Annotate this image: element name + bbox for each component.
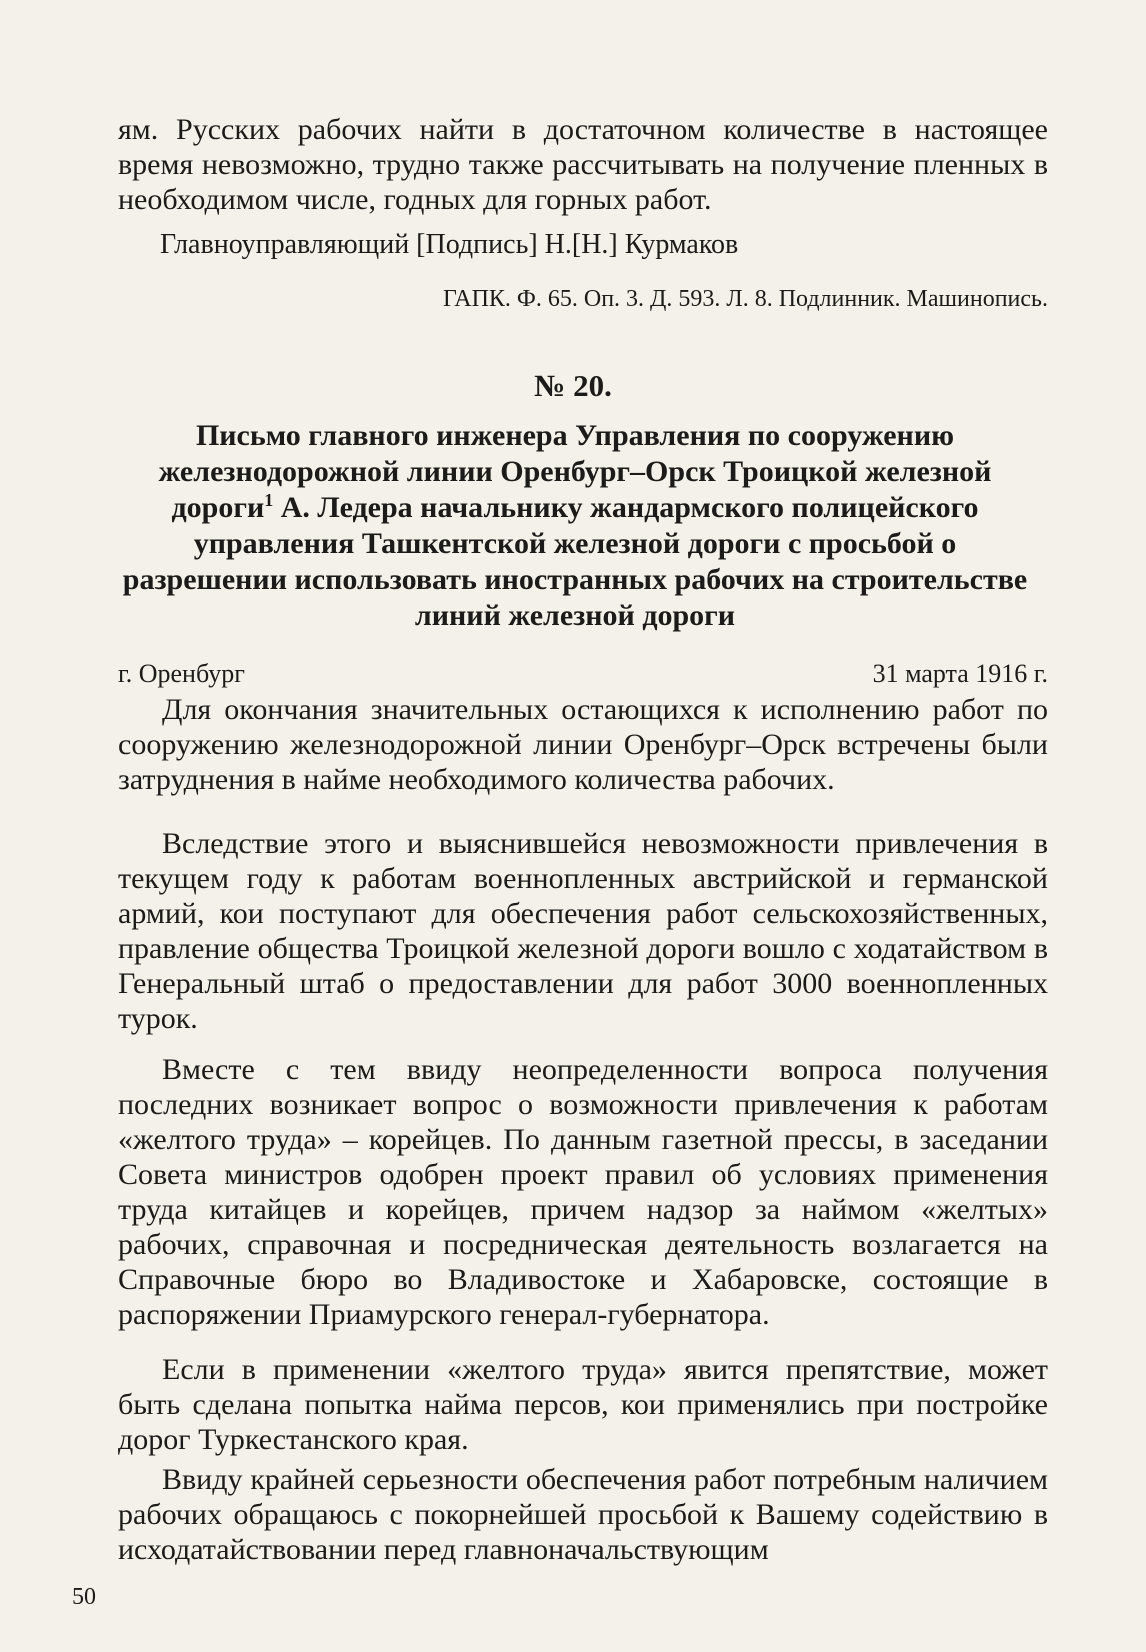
document-number: № 20. <box>534 368 612 403</box>
title-footnote-mark: 1 <box>264 490 274 510</box>
place-of-writing: г. Оренбург <box>118 659 245 688</box>
title-part-1: Письмо главного инженера Управления по сооружению железнодорожной линии Оренбург–Орск Троицкой железной дороги <box>158 419 992 524</box>
signature-line: Главноуправляющий [Подпись] Н.[Н.] Курмаков <box>160 229 739 260</box>
body-paragraph-1: Для окончания значительных остающихся к исполнению работ по сооружению железнодорожной линии Оренбург–Орск встречены были затруднения в найме необходимого количества рабочих. <box>118 693 1048 796</box>
body-paragraph-3: Вместе с тем ввиду неопределенности вопроса получения последних возникает вопрос о возможности привлечения к работам «желтого труда» – корейцев. По данным газетной прессы, в заседании Совета министров одобрен проект правил об условиях применения труда китайцев и корейцев, причем надзор за наймом «желтых» рабочих, справочная и посредническая деятельность возлагается на Справочные бюро во Владивостоке и Хабаровске, состоящие в распоряжении Приамурского генерал-губернатора. <box>118 1053 1048 1331</box>
page-number: 50 <box>72 1584 96 1610</box>
document-title <box>110 418 1040 634</box>
body-paragraph-5: Ввиду крайней серьезности обеспечения работ потребным наличием рабочих обращаюсь с покорнейшей просьбой к Вашему содействию в исходатайствовании перед главноначальствующим <box>118 1463 1048 1566</box>
title-part-2: А. Ледера начальнику жандармского полицейского управления Ташкентской железной дороги с просьбой о разрешении использовать иностранных рабочих на строительстве линий железной дороги <box>122 491 1028 632</box>
body-paragraph-4: Если в применении «желтого труда» явится препятствие, может быть сделана попытка найма персов, кои применялись при постройке дорог Туркестанского края. <box>118 1353 1048 1456</box>
continued-paragraph: ям. Русских рабочих найти в достаточном количестве в настоящее время невозможно, трудно также рассчитывать на получение пленных в необходимом числе, годных для горных работ. <box>118 113 1048 216</box>
archive-reference: ГАПК. Ф. 65. Оп. 3. Д. 593. Л. 8. Подлинник. Машинопись. <box>442 286 1048 312</box>
body-paragraph-2: Вследствие этого и выяснившейся невозможности привлечения в текущем году к работам военнопленных австрийской и германской армий, кои поступают для обеспечения работ сельскохозяйственных, правление общества Троицкой железной дороги вошло с ходатайством в Генеральный штаб о предоставлении для работ 3000 военнопленных турок. <box>118 827 1048 1035</box>
document-date: 31 марта 1916 г. <box>872 659 1048 688</box>
